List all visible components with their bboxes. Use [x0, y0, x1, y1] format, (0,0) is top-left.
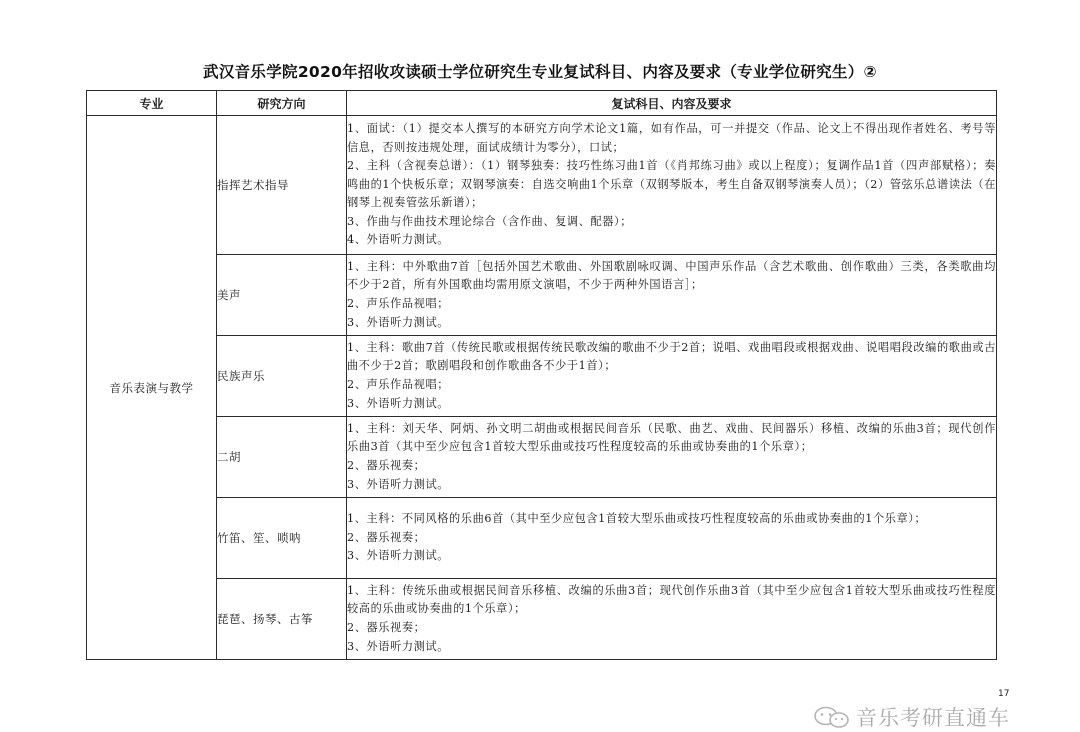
table-row	[87, 255, 997, 336]
requirement-line: 3、外语听力测试。	[347, 549, 450, 563]
table-header-row	[87, 91, 997, 116]
requirement-line: 2、器乐视奏；	[347, 459, 426, 472]
table-row	[87, 579, 997, 660]
requirements-cell	[347, 498, 997, 579]
direction-cell: 竹笛、笙、唢呐	[217, 498, 347, 579]
requirement-line: 3、外语听力测试。	[347, 477, 450, 491]
requirement-line: 2、声乐作品视唱；	[347, 378, 450, 391]
watermark	[812, 704, 1010, 730]
requirement-line: 3、外语听力测试。	[347, 315, 450, 329]
requirements-cell	[347, 116, 997, 255]
requirement-line: 1、面试：（1）提交本人撰写的本研究方向学术论文1篇，如有作品，可一并提交（作品、论文上不得出现作者姓名、考号等信息，否则按违规处理，面试成绩计为零分），口试；	[347, 121, 996, 154]
header-major: 专业	[87, 91, 217, 116]
requirement-line: 3、外语听力测试。	[347, 396, 450, 410]
header-requirements: 复试科目、内容及要求	[347, 91, 997, 116]
requirements-cell	[347, 336, 997, 417]
requirement-line: 2、声乐作品视唱；	[347, 297, 450, 310]
requirement-line: 1、主科：中外歌曲7首［包括外国艺术歌曲、外国歌剧咏叹调、中国声乐作品（含艺术歌曲、创作歌曲）三类，各类歌曲均不少于2首，所有外国歌曲均需用原文演唱，不少于两种外国语言］；	[347, 259, 996, 292]
requirement-line: 1、主科：不同风格的乐曲6首（其中至少应包含1首较大型乐曲或技巧性程度较高的乐曲或协奏曲的1个乐章）；	[347, 512, 927, 526]
major-cell: 音乐表演与教学	[87, 116, 217, 660]
table-row	[87, 116, 997, 255]
table-row	[87, 336, 997, 417]
page-number: 17	[998, 689, 1010, 699]
requirements-table	[86, 90, 997, 660]
requirements-cell	[347, 255, 997, 336]
table-row	[87, 417, 997, 498]
direction-cell: 二胡	[217, 417, 347, 498]
wechat-logo-icon	[812, 706, 852, 728]
requirement-line: 3、外语听力测试。	[347, 639, 450, 653]
requirement-line: 2、器乐视奏；	[347, 530, 426, 544]
requirement-line: 1、主科：传统乐曲或根据民间音乐移植、改编的乐曲3首；现代创作乐曲3首（其中至少应包含1首较大型乐曲或技巧性程度较高的乐曲或协奏曲的1个乐章）；	[347, 583, 996, 616]
direction-cell: 民族声乐	[217, 336, 347, 417]
requirement-line: 1、主科：刘天华、阿炳、孙文明二胡曲或根据民间音乐（民歌、曲艺、戏曲、民间器乐）移植、改编的乐曲3首；现代创作乐曲3首（其中至少应包含1首较大型乐曲或技巧性程度较高的乐曲或协奏曲的1个乐章）；	[347, 421, 996, 454]
watermark-text: 音乐考研直通车	[856, 706, 1010, 730]
requirements-cell	[347, 417, 997, 498]
requirement-line: 2、器乐视奏；	[347, 621, 426, 634]
header-direction: 研究方向	[217, 91, 347, 116]
requirement-line: 3、作曲与作曲技术理论综合（含作曲、复调、配器）；	[347, 214, 633, 228]
requirement-line: 1、主科：歌曲7首（传统民歌或根据传统民歌改编的歌曲不少于2首；说唱、戏曲唱段或根据戏曲、说唱唱段改编的歌曲或古曲不少于2首；歌剧唱段和创作歌曲各不少于1首）；	[347, 340, 996, 373]
requirement-line: 2、主科（含视奏总谱）：（1）钢琴独奏：技巧性练习曲1首（《肖邦练习曲》或以上程度）；复调作品1首（四声部赋格）；奏鸣曲的1个快板乐章；双钢琴演奏：自选交响曲1个乐章（双钢琴版本，考生自备双钢琴演奏人员）；（2）管弦乐总谱读法（在钢琴上视奏管弦乐新谱）；	[347, 159, 996, 210]
direction-cell: 琵琶、扬琴、古筝	[217, 579, 347, 660]
page-title: 武汉音乐学院2020年招收攻读硕士学位研究生专业复试科目、内容及要求（专业学位研究生）②	[203, 63, 877, 81]
requirement-line: 4、外语听力测试。	[347, 233, 450, 247]
direction-cell: 美声	[217, 255, 347, 336]
requirements-cell	[347, 579, 997, 660]
table-row	[87, 498, 997, 579]
direction-cell: 指挥艺术指导	[217, 116, 347, 255]
